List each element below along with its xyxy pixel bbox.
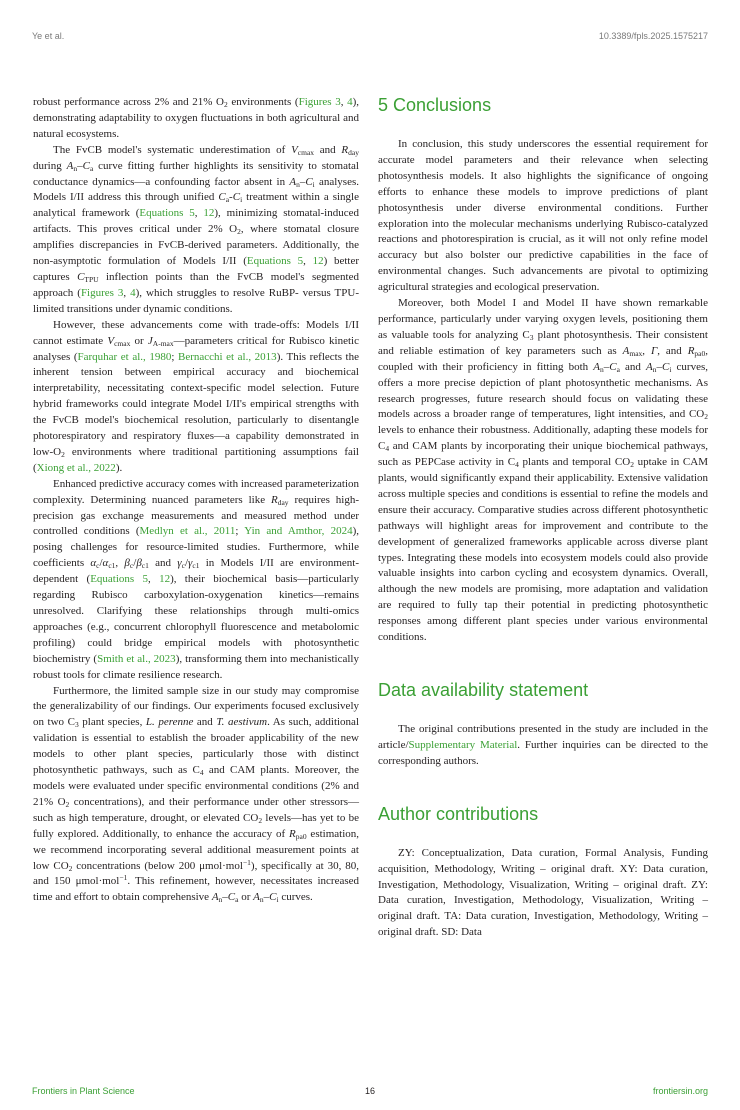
italic-symbol: V [107, 334, 115, 347]
subscript: 3 [529, 332, 534, 342]
subscript: a [89, 163, 94, 173]
subscript: 2 [224, 100, 228, 109]
section-gap [378, 770, 708, 804]
italic-symbol: R [270, 493, 278, 506]
subscript: i [276, 895, 279, 905]
citation-link[interactable]: Supplementary Material [408, 738, 518, 751]
subscript: 4 [515, 460, 519, 470]
italic-symbol: β [124, 557, 130, 570]
italic-symbol: A [593, 360, 600, 373]
italic-symbol: J [147, 334, 153, 347]
subscript: i [240, 195, 243, 205]
subscript: a [235, 895, 239, 905]
footer-journal-prefix: Frontiers in [32, 1086, 80, 1096]
body-paragraph: robust performance across 2% and 21% $O_2$ environments (Figures 3, 4), demonstrating adaptability to oxygen fluctuations in both agricultural and natural ecosystems. [33, 96, 360, 140]
section-heading: Author contributions [378, 803, 539, 824]
italic-symbol: A [253, 891, 260, 904]
italic-symbol: C [269, 891, 277, 904]
body-paragraph: Enhanced predictive accuracy comes with increased parameterization complexity. Determining nuanced parameters like $R_{day}$ requires high-precision gas exchange measurements and measured method under controlled conditions (Medlyn et al., 2011; Yin and Amthor, 2024), posing challenges for resource-limited studies. Furthermore, while coefficients $\alpha_c/\alpha_{c1}$, $\beta_c/\beta_{c1}$ and $\gamma_c/\gamma_{c1}$ in Models I/II are environment-dependent (Equations 5, 12), their biochemical basis—particularly regarding Rubisco carboxylation-oxygenation kinetics—remains unresolved. Clarifying these relationships through multi-omics approaches (e.g., concurrent chlorophyll fluorescence and metabolomic profiling) could bridge empirical models with photosynthetic biochemistry (Smith et al., 2023), transforming them into mechanistically robust tools for climate resilience research. [33, 477, 360, 681]
body-paragraph: The original contributions presented in the study are included in the article/Supplementary Material. Further inquiries can be directed to the corresponding authors. [378, 723, 708, 767]
italic-symbol: A [211, 891, 219, 904]
superscript: −1 [119, 873, 128, 883]
subscript: 4 [199, 768, 204, 778]
subscript: 2 [61, 449, 65, 459]
footer-page-number: 16 [364, 1086, 375, 1096]
italic-symbol: R [687, 344, 695, 357]
citation-link[interactable]: Farquhar et al., 1980 [77, 350, 172, 363]
italic-symbol: γ [177, 557, 182, 570]
italic-symbol: C [227, 891, 236, 904]
superscript: −1 [242, 857, 251, 867]
body-paragraph: However, these advancements come with trade-offs: Models I/II cannot estimate $V_{cmax}$ or $J_{A-max}—parameters$ critical for Rubisco kinetic analyses (Farquhar et al., 1980; Bernacchi et al., 2013). This reflects the inherent tension between empirical accuracy and biochemical interpretability, necessitating context-specific model selection. Future hybrid frameworks could integrate Model I/II's empirical strengths with the FvCB model's biochemical resolution, particularly to disentangle photorespiratory and respiratory fluxes—a capability demonstrated in low-$O_2$ environments where traditional partitioning assumptions fail (Xiong et al., 2022). [33, 318, 359, 474]
subscript: n [218, 895, 223, 905]
subscript: pa0 [295, 831, 307, 841]
subscript: cmax [297, 147, 315, 157]
right-column [378, 95, 708, 941]
subscript: day [348, 147, 359, 157]
subscript: pa0 [694, 348, 706, 358]
citation-link[interactable]: Medlyn et al., 2011 [139, 525, 236, 538]
subscript: n [600, 364, 604, 374]
section-heading: 5 Conclusions [378, 95, 492, 115]
subscript: max [629, 348, 643, 358]
italic-symbol: C [77, 270, 85, 283]
italic-symbol: C [609, 360, 617, 373]
italic-symbol: Γ [650, 344, 658, 357]
footer-site-link[interactable]: frontiersin.org [652, 1086, 708, 1096]
citation-link[interactable]: 12 [203, 207, 215, 220]
subscript: n [73, 163, 78, 173]
header-doi: 10.3389/fpls.2025.1575217 [598, 31, 708, 41]
body-paragraph: The FvCB model's systematic underestimation of $V_{cmax}$ and $R_{day}$ during $A_n-C_a$ curve fitting further highlights its sensitivity to stomatal conductance dynamics—a confounding factor absent in $A_n-C_i$ analyses. Models I/II address this through unified $C_a-C_i$ treatment within a single analytical framework (Equations 5, 12), minimizing stomatal-induced artifacts. This proves critical under 2% $O_2$, where stomatal closure amplifies discrepancies in FvCB-derived parameters. Additionally, the non-asymptotic formulation of Models I/II (Equations 5, 12) better captures $C_{TPU}$ inflection points than the FvCB model's segmented approach (Figures 3, 4), which struggles to resolve RuBP- versus TPU-limited transitions under dynamic conditions. [33, 143, 360, 315]
header-authors: Ye et al. [32, 31, 65, 41]
italic-symbol: V [291, 143, 298, 156]
subscript: 2 [258, 815, 263, 825]
body-paragraph: Moreover, both Model I and Model II have shown remarkable performance, particularly under varying oxygen levels, positioning them as valuable tools for analyzing $C_3$ plant photosynthesis. Their consistent and reliable estimation of key parameters such as $A_{max}$, Γ, and $R_{pa0}$, coupled with their proficiency in fitting both $A_n-C_a$ and $A_n-C_i$ curves, offers a more precise depiction of plant photosynthetic mechanisms. As research progresses, future research should focus on validating these models across a broader range of temperatures, light intensities, and $CO_2$ levels to enhance their robustness. Additionally, adapting these models for $C_4$ and CAM plants by incorporating their unique biochemical pathways, such as PEPCase activity in $C_4$ plants and temporal $CO_2$ uptake in CAM plants, would significantly expand their applicability. Extensive validation across multiple species and conditions is essential to refine the models and ensure their accuracy. Comparative studies across different photosynthetic pathways will highlight areas for improvement and contribute to the development of generalized frameworks applicable across diverse plant types. Integrating these models into ecosystem models could also provide valuable insights into carbon cycling and ecosystem dynamics. Overall, although the new models are promising, more adaptation and validation are required to fully tap their potential in predicting photosynthetic responses among different plant species under various environmental conditions. [378, 297, 709, 644]
subscript: 2 [630, 460, 634, 470]
italic-symbol: L. perenne [145, 716, 194, 729]
italic-symbol: A [646, 360, 653, 373]
subscript: a [616, 364, 620, 374]
subscript: n [296, 179, 300, 189]
citation-link[interactable]: Figures 3 [298, 96, 341, 108]
footer-journal-name: Plant Science [79, 1086, 135, 1096]
subscript: c1 [108, 561, 116, 571]
subscript: c [181, 561, 185, 571]
italic-symbol: C [232, 191, 241, 204]
citation-link[interactable]: Yin and Amthor, 2024 [244, 525, 353, 538]
citation-link[interactable]: 4 [130, 286, 136, 299]
subscript: A-max [152, 338, 174, 348]
italic-symbol: C [662, 360, 670, 373]
citation-link[interactable]: 12 [159, 573, 171, 586]
subscript: c [129, 561, 134, 571]
running-header [32, 31, 708, 41]
italic-symbol: α [102, 557, 109, 570]
italic-symbol: C [305, 175, 313, 188]
italic-symbol: R [341, 143, 349, 156]
section-gap [378, 646, 708, 680]
citation-link[interactable]: 12 [312, 255, 324, 268]
citation-link[interactable]: Bernacchi et al., 2013 [177, 350, 277, 363]
subscript: 2 [65, 799, 70, 809]
subscript: cmax [114, 338, 131, 348]
body-paragraph: Furthermore, the limited sample size in our study may compromise the generalizability of our findings. Our experiments focused exclusively on two $C_3$ plant species, L. perenne and T. aestivum. As such, additional validation is essential to establish the broader applicability of the new models to other plant species, particularly those with distinct photosynthetic pathways, such as $C_4$ and CAM plants. Moreover, the models were evaluated under specific environmental conditions (2% and 21% $O_2$ concentrations), and their performance under other stressors—such as high temperature, drought, or elevated $CO_2$ levels—has yet to be fully explored. Additionally, to enhance the accuracy of $R_{pa0}$ estimation, we recommend incorporating several additional measurement points at low $CO_2$ concentrations (below 200 μmol·mol$^{-1}$), specifically at 30, 80, and 150 μmol·mol$^{-1}$. This refinement, however, necessitates increased time and effort to obtain comprehensive $A_n-C_a$ or $A_n-C_i$ curves. [33, 684, 360, 905]
italic-symbol: A [66, 159, 74, 172]
citation-link[interactable]: Equations 5 [90, 573, 148, 586]
subscript: 2 [68, 863, 73, 873]
subscript: 2 [237, 227, 241, 237]
citation-link[interactable]: Xiong et al., 2022 [36, 461, 116, 474]
subscript: i [669, 364, 672, 374]
subscript: c [96, 561, 100, 571]
citation-link[interactable]: Equations 5 [246, 255, 304, 268]
subscript: 3 [74, 720, 79, 730]
subscript: TPU [84, 274, 99, 284]
italic-symbol: T. aestivum [216, 716, 268, 729]
italic-symbol: C [218, 191, 226, 204]
subscript: n [259, 895, 264, 905]
italic-symbol: γ [188, 557, 193, 570]
body-paragraph: In conclusion, this study underscores the essential requirement for accurate model parameters and their relevance when selecting photosynthesis models. It also highlights the significance of ongoing efforts to enhance these models to improve predictions of plant photosynthesis under diverse environmental conditions. Further exploration into the molecular mechanisms underlying Rubisco-catalyzed reactions and photorespiration is crucial, as it will not only refine model accuracy but also bolster our predictive capabilities in the face of environmental changes. Such advancements are pivotal to optimizing agricultural strategies and ecological preservation. [378, 138, 708, 294]
section-heading: Data availability statement [378, 680, 589, 700]
subscript: 2 [704, 412, 708, 422]
citation-link[interactable]: 4 [347, 96, 353, 108]
italic-symbol: R [289, 827, 296, 840]
subscript: i [312, 179, 315, 189]
body-paragraph: ZY: Conceptualization, Data curation, Formal Analysis, Funding acquisition, Methodology, Writing – original draft. XY: Data curation, Investigation, Methodology, Visualization, Writing – original draft. ZY: Data curation, Investigation, Methodology, Visualization, Writing – original draft. TA: Data curation, Investigation, Methodology, Writing – original draft. SD: Data [378, 846, 708, 939]
subscript: a [225, 195, 230, 205]
italic-symbol: α [90, 557, 97, 570]
subscript: 4 [385, 444, 390, 454]
left-column [33, 95, 359, 906]
italic-symbol: C [82, 159, 90, 172]
citation-link[interactable]: Smith et al., 2023 [97, 652, 176, 665]
subscript: c1 [141, 561, 149, 571]
italic-symbol: β [136, 557, 142, 570]
italic-symbol: A [289, 175, 297, 188]
subscript: n [652, 364, 657, 374]
citation-link[interactable]: Equations 5 [139, 207, 195, 220]
italic-symbol: A [622, 344, 630, 357]
subscript: day [277, 497, 289, 507]
subscript: c1 [192, 561, 200, 571]
citation-link[interactable]: Figures 3 [80, 286, 124, 299]
